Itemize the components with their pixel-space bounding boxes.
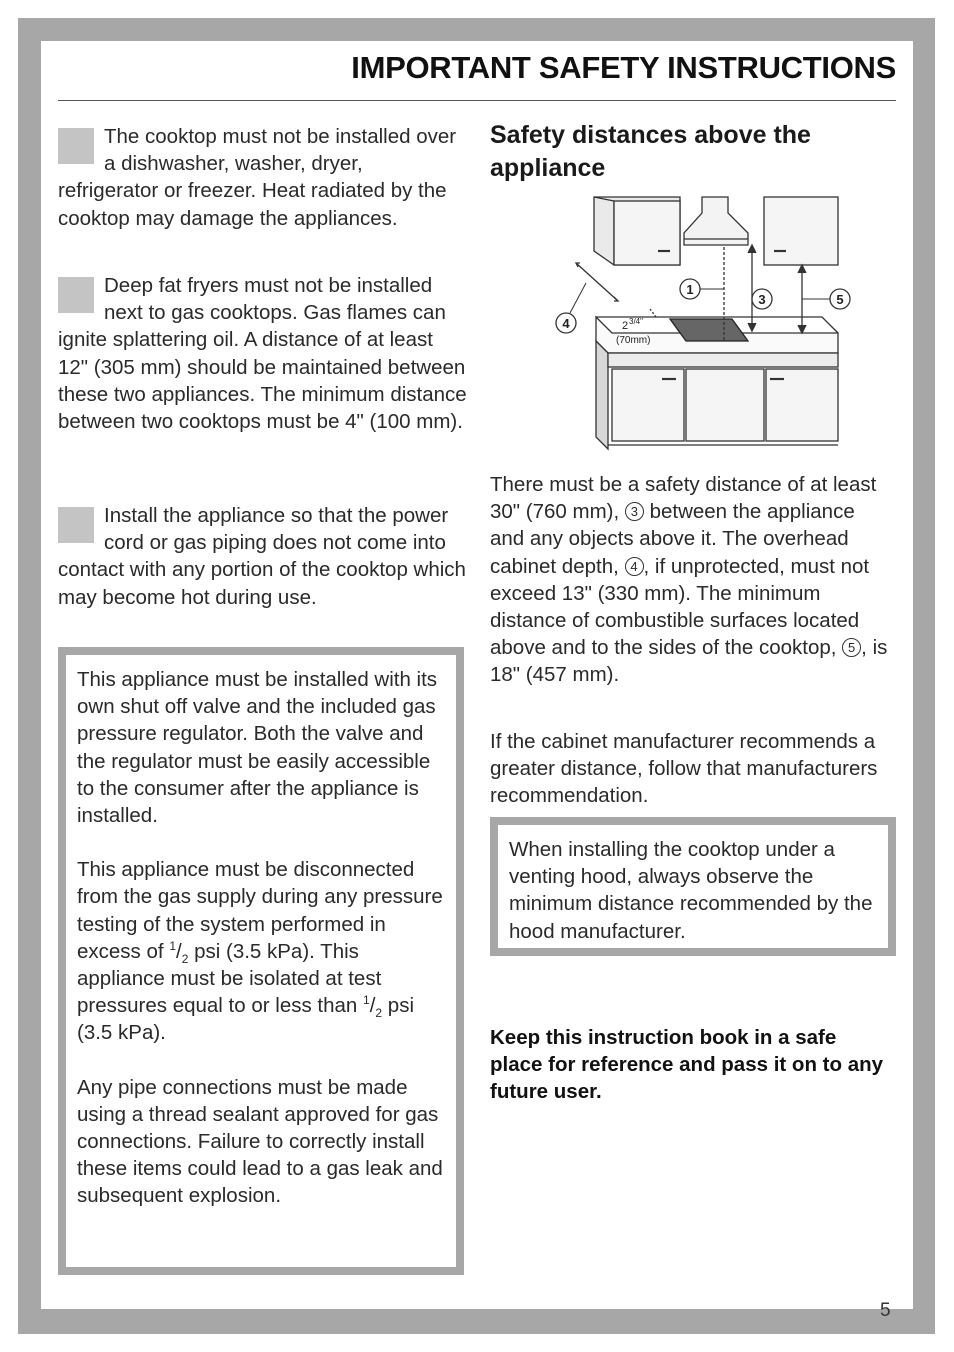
base-cabinet-2 xyxy=(686,369,764,441)
gas-warning-text xyxy=(77,666,452,1210)
section-heading: Safety distances above the appliance xyxy=(490,121,811,182)
inline-callout-4: 4 xyxy=(625,557,644,576)
safety-distance-diagram xyxy=(552,193,852,453)
bullet-square xyxy=(58,507,94,543)
warning-paragraph-3: Any pipe connections must be made using a thread sealant approved for gas connections. Failure to correctly install these items could lead to a gas leak and subsequent explosion. xyxy=(77,1075,443,1208)
warning-paragraph-2: This appliance must be disconnected from the gas supply during any pressure testing of the system performed in excess of $^1/_2$ psi (3.5 kPa). This appliance must be isolated at test pressures equal to or less than $^1/_2$ psi (3.5 kPa). xyxy=(77,858,443,1045)
hood-note-text: When installing the cooktop under a venting hood, always observe the minimum distance recommended by the hood manufacturer. xyxy=(509,838,873,943)
dimension-label-fraction: 3/4" xyxy=(629,317,643,326)
bullet-square xyxy=(58,128,94,164)
inline-callout-3: 3 xyxy=(625,502,644,521)
callout-5: 5 xyxy=(836,292,844,307)
bullet-text-2: Deep fat fryers must not be installed next to gas cooktops. Gas flames can ignite splattering oil. A distance of at least 12" (305 mm) should be maintained between these two appliances. The minimum distance between two cooktops must be 4" (100 mm). xyxy=(58,274,467,434)
dimension-label-inches: 2 xyxy=(622,320,629,332)
bullet-paragraph-3 xyxy=(58,502,468,611)
bullet-text-3: Install the appliance so that the power cord or gas piping does not come into contact with any portion of the cooktop which may become hot during use. xyxy=(58,504,466,609)
dimension-label-mm: (70mm) xyxy=(616,335,651,346)
bullet-text-1: The cooktop must not be installed over a dishwasher, washer, dryer, refrigerator or freezer. Heat radiated by the cooktop may damage the appliances. xyxy=(58,125,457,230)
upper-cabinet-right xyxy=(764,197,838,265)
page-title: IMPORTANT SAFETY INSTRUCTIONS xyxy=(351,50,896,85)
title-divider xyxy=(58,100,896,101)
hood-note-box xyxy=(490,817,896,956)
range-hood xyxy=(684,197,748,245)
bullet-paragraph-1 xyxy=(58,123,468,232)
gas-warning-box xyxy=(58,647,464,1275)
base-drawer-rail xyxy=(608,353,838,367)
bullet-square xyxy=(58,277,94,313)
keep-instructions-note: Keep this instruction book in a safe place for reference and pass it on to any future user. xyxy=(490,1026,884,1104)
page-number: 5 xyxy=(880,1300,891,1321)
warning-paragraph-1: This appliance must be installed with its own shut off valve and the included gas pressure regulator. Both the valve and the regulator must be easily accessible to the consumer after the appliance is installed. xyxy=(77,668,438,828)
inline-callout-5: 5 xyxy=(842,638,861,657)
callout-4: 4 xyxy=(562,316,570,331)
safety-distance-paragraph: There must be a safety distance of at least 30" (760 mm), 3 between the appliance and any objects above it. The overhead cabinet depth, 4 , if unprotected, must not exceed 13" (330 mm). The minimum distance of combustible surfaces located above and to the sides of the cooktop, 5 , is 18" (457 mm). xyxy=(490,473,888,687)
bullet-paragraph-2 xyxy=(58,272,468,435)
manufacturer-paragraph: If the cabinet manufacturer recommends a greater distance, follow that manufacturers recommendation. xyxy=(490,730,878,808)
callout-1: 1 xyxy=(686,282,694,297)
callout-3: 3 xyxy=(758,292,766,307)
